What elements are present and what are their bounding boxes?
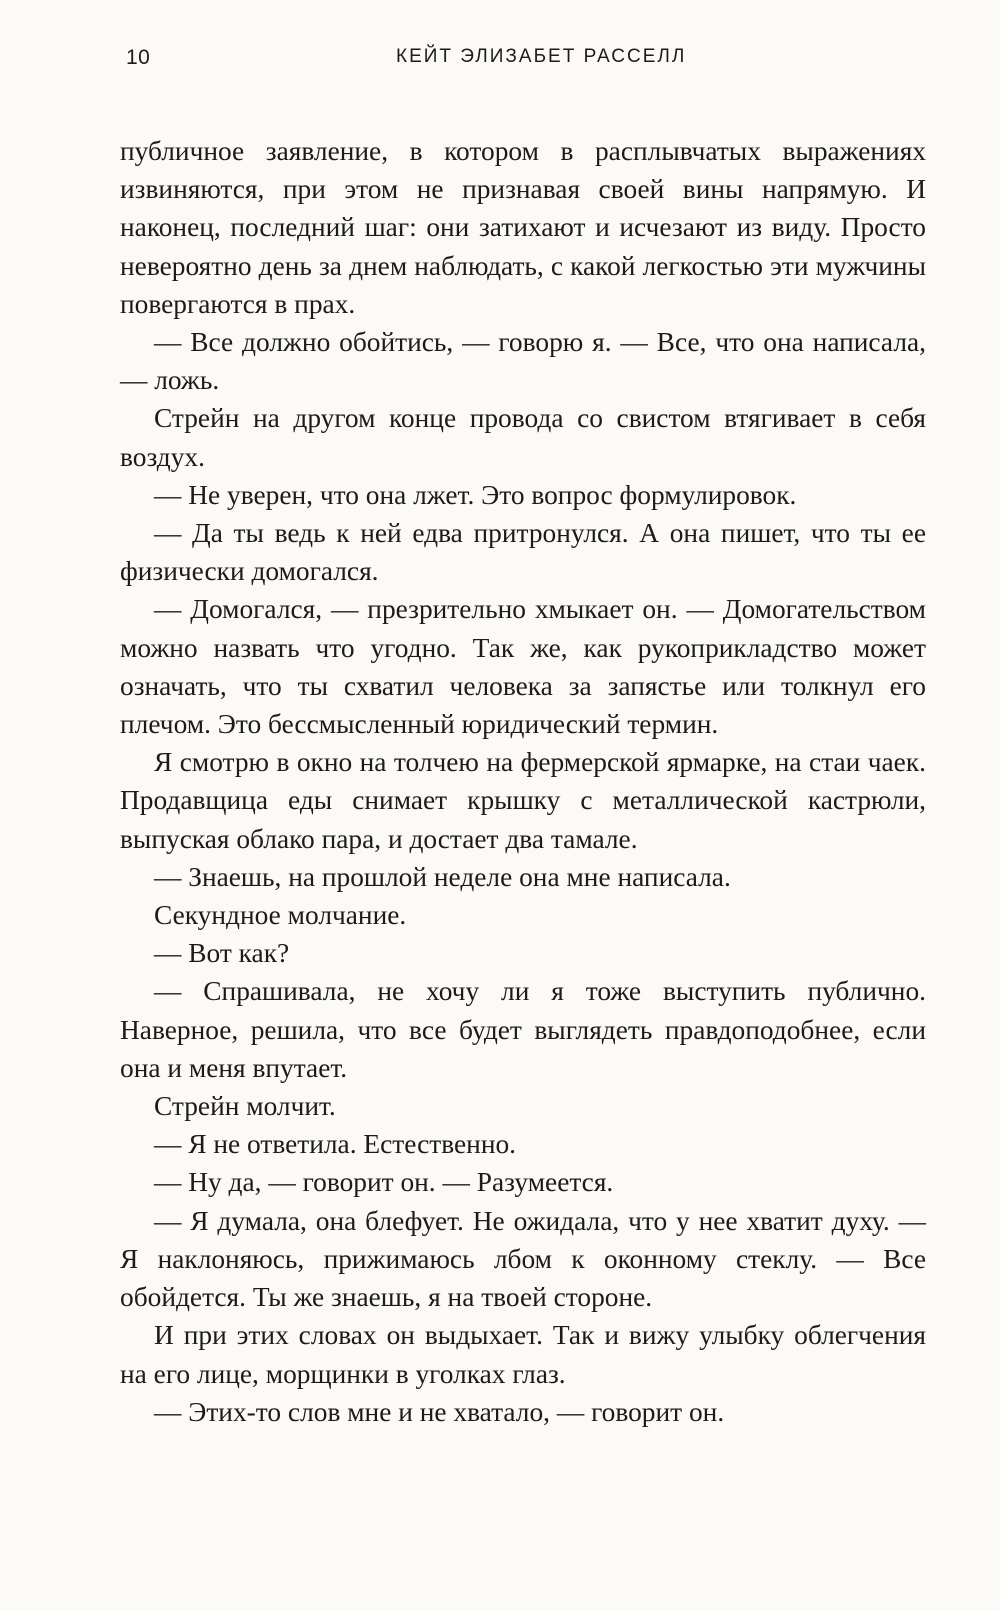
paragraph: Стрейн на другом конце провода со свистом втягивает в себя воздух. bbox=[120, 403, 926, 472]
paragraph: Я смотрю в окно на толчею на фермерской ярмарке, на стаи чаек. Продавщица еды снимает крышку с металлической кастрюли, выпуская облако пара, и достает два тамале. bbox=[120, 747, 926, 854]
paragraph: — Я думала, она блефует. Не ожидала, что у нее хватит духу. — Я наклоняюсь, прижимаюсь лбом к оконному стеклу. — Все обойдется. Ты же знаешь, я на твоей стороне. bbox=[120, 1205, 926, 1313]
paragraph: Секундное молчание. bbox=[154, 900, 407, 931]
paragraph: публичное заявление, в котором в расплывчатых выражениях извиняются, при этом не признавая своей вины напрямую. И наконец, последний шаг: они затихают и исчезают из виду. Просто невероятно день за днем наблюдать, с какой легкостью эти мужчины повергаются в прах. bbox=[120, 136, 926, 319]
paragraph: — Спрашивала, не хочу ли я тоже выступить публично. Наверное, решила, что все будет выглядеть правдоподобнее, если она и меня впутает. bbox=[120, 976, 926, 1083]
paragraph: — Знаешь, на прошлой неделе она мне написала. bbox=[154, 861, 731, 892]
paragraph: Стрейн молчит. bbox=[154, 1091, 336, 1122]
paragraph: — Все должно обойтись, — говорю я. — Все, что она написала, — ложь. bbox=[120, 327, 926, 396]
paragraph: — Домогался, — презрительно хмыкает он. — Домогательством можно назвать что угодно. Так же, как рукоприкладство может означать, что ты схватил человека за запястье или толкнул его плечом. Это бессмысленный юридический термин. bbox=[120, 594, 926, 740]
paragraph: — Ну да, — говорит он. — Разумеется. bbox=[154, 1167, 614, 1198]
paragraph: И при этих словах он выдыхает. Так и вижу улыбку облегчения на его лице, морщинки в уголках глаз. bbox=[120, 1320, 926, 1389]
running-head-author: КЕЙТ ЭЛИЗАБЕТ РАССЕЛЛ bbox=[396, 46, 687, 67]
paragraph: — Да ты ведь к ней едва притронулся. А она пишет, что ты ее физически домогался. bbox=[120, 518, 926, 587]
page-header bbox=[126, 46, 922, 78]
body-text bbox=[120, 132, 926, 1431]
paragraph: — Я не ответила. Естественно. bbox=[154, 1129, 517, 1160]
paragraph: — Не уверен, что она лжет. Это вопрос формулировок. bbox=[154, 479, 797, 510]
page-number: 10 bbox=[126, 46, 151, 69]
paragraph: — Этих-то слов мне и не хватало, — говорит он. bbox=[154, 1396, 725, 1427]
paragraph: — Вот как? bbox=[154, 938, 290, 969]
